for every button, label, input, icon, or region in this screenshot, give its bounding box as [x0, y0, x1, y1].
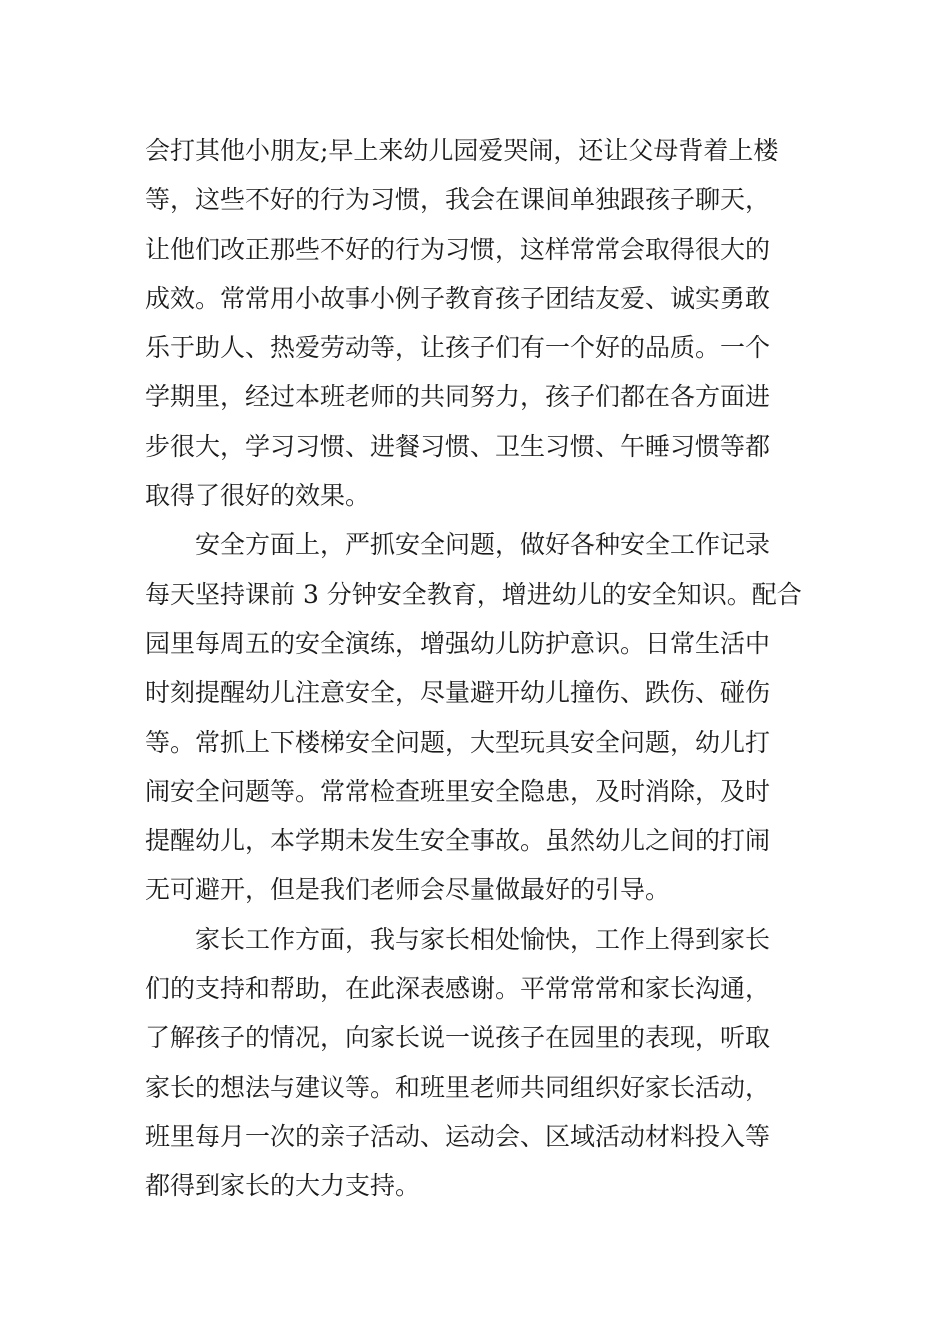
- text-line: 了解孩子的情况，向家长说一说孩子在园里的表现，听取: [145, 1023, 771, 1053]
- text-line: 步很大，学习习惯、进餐习惯、卫生习惯、午睡习惯等都: [145, 431, 771, 461]
- text-line: 等，这些不好的行为习惯，我会在课间单独跟孩子聊天，: [145, 185, 771, 215]
- text-line: 们的支持和帮助，在此深表感谢。平常常常和家长沟通，: [145, 974, 771, 1004]
- text-line: 园里每周五的安全演练，增强幼儿防护意识。日常生活中: [145, 628, 771, 658]
- text-line: 都得到家长的大力支持。: [145, 1171, 421, 1201]
- text-line: 每天坚持课前 3 分钟安全教育，增进幼儿的安全知识。配合: [145, 579, 802, 609]
- text-line: 取得了很好的效果。: [145, 481, 371, 511]
- text-line: 提醒幼儿，本学期未发生安全事故。虽然幼儿之间的打闹: [145, 826, 771, 856]
- text-line: 成效。常常用小故事小例子教育孩子团结友爱、诚实勇敢: [145, 283, 771, 313]
- text-line: 学期里，经过本班老师的共同努力，孩子们都在各方面进: [145, 382, 771, 412]
- text-line: 班里每月一次的亲子活动、运动会、区域活动材料投入等: [145, 1121, 771, 1151]
- text-line: 让他们改正那些不好的行为习惯，这样常常会取得很大的: [145, 234, 771, 264]
- paragraph-safety: [145, 520, 810, 914]
- text-line: 家长工作方面，我与家长相处愉快，工作上得到家长: [145, 924, 771, 954]
- paragraph-behavior-habits: [145, 126, 810, 520]
- text-line: 时刻提醒幼儿注意安全，尽量避开幼儿撞伤、跌伤、碰伤: [145, 678, 771, 708]
- text-line: 闹安全问题等。常常检查班里安全隐患，及时消除，及时: [145, 776, 771, 806]
- text-line: 家长的想法与建议等。和班里老师共同组织好家长活动，: [145, 1072, 771, 1102]
- text-line: 无可避开，但是我们老师会尽量做最好的引导。: [145, 875, 671, 905]
- text-line: 会打其他小朋友;早上来幼儿园爱哭闹，还让父母背着上楼: [145, 136, 779, 165]
- paragraph-parent-work: [145, 915, 810, 1211]
- text-line: 安全方面上，严抓安全问题，做好各种安全工作记录: [145, 530, 771, 560]
- text-line: 等。常抓上下楼梯安全问题，大型玩具安全问题，幼儿打: [145, 727, 771, 757]
- text-line: 乐于助人、热爱劳动等，让孩子们有一个好的品质。一个: [145, 333, 771, 363]
- document-body: [145, 126, 810, 1211]
